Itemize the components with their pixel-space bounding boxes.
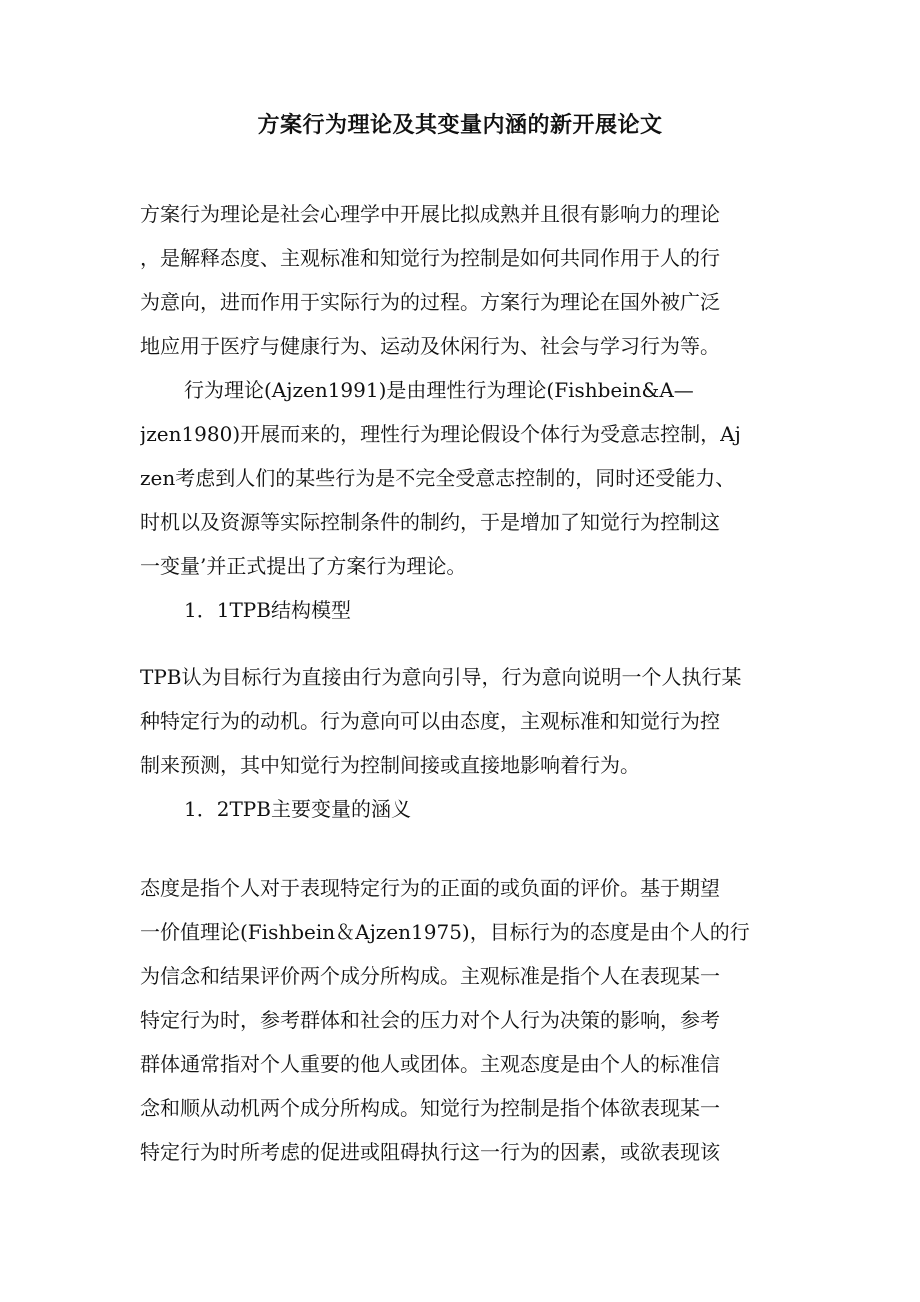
paragraph-line: 特定行为时所考虑的促进或阻碍执行这一行为的因素，或欲表现该 bbox=[140, 1140, 720, 1164]
paragraph-line: 种特定行为的动机。行为意向可以由态度，主观标准和知觉行为控 bbox=[140, 709, 720, 733]
section-heading: 1．1TPB结构模型 bbox=[184, 598, 351, 622]
text-block-2 bbox=[140, 655, 780, 831]
paragraph-line: TPB认为目标行为直接由行为意向引导，行为意向说明一个人执行某 bbox=[140, 665, 742, 689]
paragraph-line: 为信念和结果评价两个成分所构成。主观标准是指个人在表现某一 bbox=[140, 964, 720, 988]
text-block-3 bbox=[140, 866, 780, 1174]
paragraph-line: 念和顺从动机两个成分所构成。知觉行为控制是指个体欲表现某一 bbox=[140, 1096, 720, 1120]
section-heading: 1．2TPB主要变量的涵义 bbox=[184, 797, 411, 821]
paragraph-line: 群体通常指对个人重要的他人或团体。主观态度是由个人的标准信 bbox=[140, 1052, 720, 1076]
paragraph-line: ，是解释态度、主观标准和知觉行为控制是如何共同作用于人的行 bbox=[140, 246, 720, 270]
paragraph-line: 行为理论(Ajzen1991)是由理性行为理论(Fishbein&A— bbox=[184, 378, 694, 402]
paragraph-line: 为意向，进而作用于实际行为的过程。方案行为理论在国外被广泛 bbox=[140, 290, 720, 314]
paragraph-line: 特定行为时，参考群体和社会的压力对个人行为决策的影响，参考 bbox=[140, 1008, 720, 1032]
paragraph-line: zen考虑到人们的某些行为是不完全受意志控制的，同时还受能力、 bbox=[140, 466, 736, 490]
paragraph-line: 态度是指个人对于表现特定行为的正面的或负面的评价。基于期望 bbox=[140, 876, 720, 900]
paragraph-line: 时机以及资源等实际控制条件的制约，于是增加了知觉行为控制这 bbox=[140, 510, 720, 534]
paragraph-line: 一变量’并正式提出了方案行为理论。 bbox=[140, 554, 467, 578]
paragraph-line: 一价值理论(Fishbein＆Ajzen1975)，目标行为的态度是由个人的行 bbox=[140, 920, 750, 944]
paragraph-line: 方案行为理论是社会心理学中开展比拟成熟并且很有影响力的理论 bbox=[140, 202, 720, 226]
paragraph-line: 地应用于医疗与健康行为、运动及休闲行为、社会与学习行为等。 bbox=[140, 334, 720, 358]
paragraph-line: jzen1980)开展而来的，理性行为理论假设个体行为受意志控制，Aj bbox=[140, 422, 741, 446]
paragraph-line: 制来预测，其中知觉行为控制间接或直接地影响着行为。 bbox=[140, 753, 640, 777]
text-block-1 bbox=[140, 192, 780, 632]
document-title: 方案行为理论及其变量内涵的新开展论文 bbox=[257, 112, 663, 138]
